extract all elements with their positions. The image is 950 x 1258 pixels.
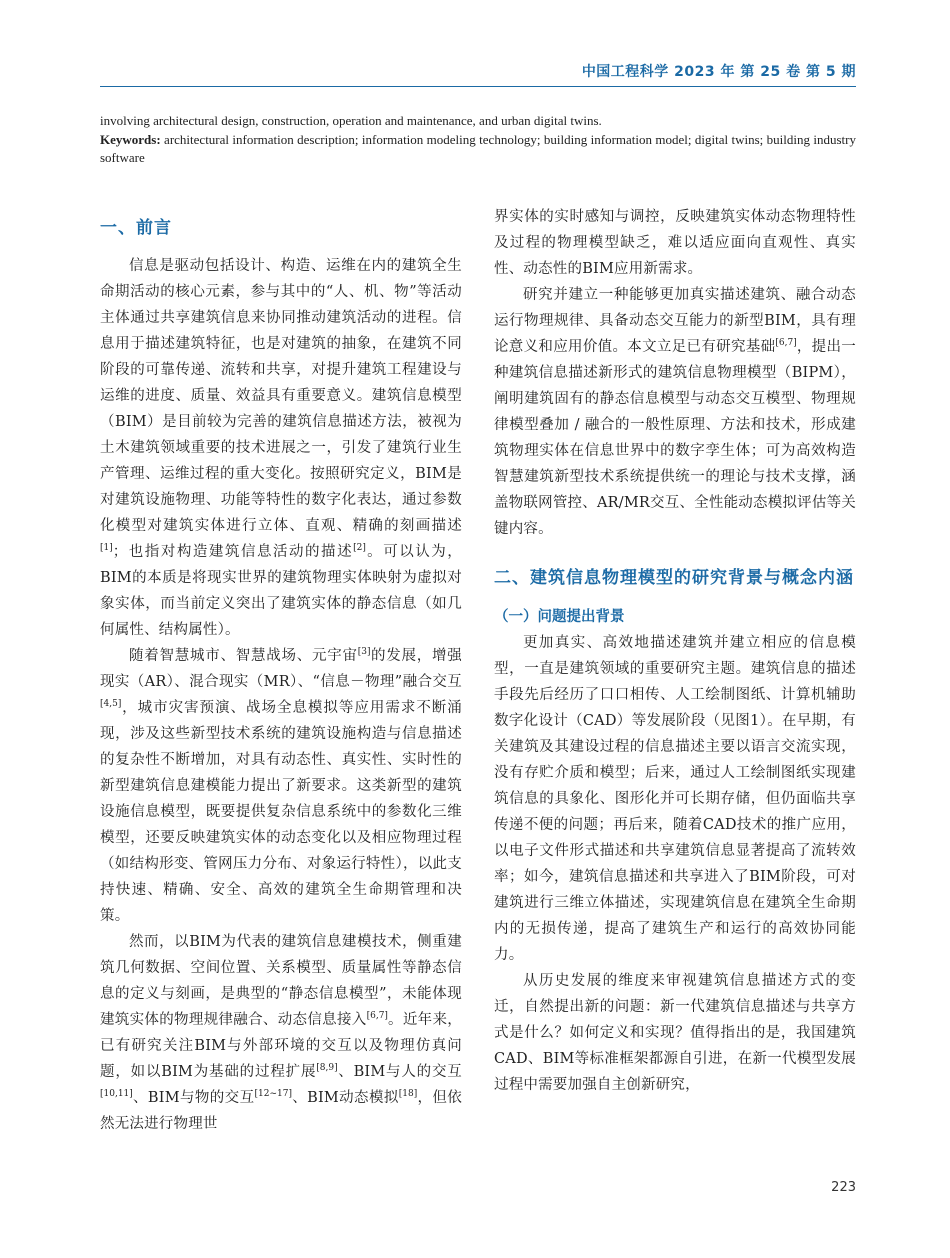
text-run: 研究并建立一种能够更加真实描述建筑、融合动态运行物理规律、具备动态交互能力的新型BIM，具有理论意义和应用价值。本文立足已有研究基础	[494, 287, 856, 355]
subsection-heading: （一）问题提出背景	[494, 609, 625, 625]
citation: [4,5]	[100, 699, 122, 710]
abstract-text: involving architectural design, construction, operation and maintenance, and urban digital twins.	[100, 113, 602, 128]
citation: [10,11]	[100, 1089, 133, 1100]
citation: [2]	[353, 543, 366, 554]
section-heading-background: 二、建筑信息物理模型的研究背景与概念内涵	[494, 568, 854, 588]
abstract-tail	[100, 112, 856, 168]
citation: [6,7]	[366, 1011, 388, 1022]
section-heading-introduction: 一、前言	[100, 218, 172, 238]
keywords-text: architectural information description; information modeling technology; building information model; digital twins; building industry software	[100, 131, 856, 165]
citation: [6,7]	[775, 338, 797, 349]
citation: [1]	[100, 543, 113, 554]
citation: [8,9]	[316, 1063, 338, 1074]
text-run: 然而，以BIM为代表的建筑信息建模技术，侧重建筑几何数据、空间位置、关系模型、质量属性等静态信息的定义与刻画，是典型的“静态信息模型”，未能体现建筑实体的物理规律融合、动态信息接入	[100, 934, 462, 1028]
text-run: 的发展，增强现实（AR）、混合现实（MR）、“信息－物理”融合交互	[100, 648, 462, 690]
paragraph	[100, 929, 462, 1137]
paragraph	[100, 253, 462, 643]
paragraph	[100, 643, 462, 929]
text-run: ，城市灾害预演、战场全息模拟等应用需求不断涌现，涉及这些新型技术系统的建筑设施构造与信息描述的复杂性不断增加，对具有动态性、真实性、实时性的新型建筑信息建模能力提出了新要求。这类新型的建筑设施信息模型，既要提供复杂信息系统中的参数化三维模型，还要反映建筑实体的动态变化以及相应物理过程（如结构形变、管网压力分布、对象运行特性），以此支持快速、精确、安全、高效的建筑全生命期管理和决策。	[100, 700, 462, 924]
paragraph	[494, 282, 856, 542]
citation: [3]	[357, 647, 371, 658]
text-run: 、BIM与人的交互	[337, 1064, 463, 1080]
text-run: 、BIM动态模拟	[291, 1090, 399, 1106]
text-run: 信息是驱动包括设计、构造、运维在内的建筑全生命期活动的核心元素，参与其中的“人、机、物”等活动主体通过共享建筑信息来协同推动建筑活动的进程。信息用于描述建筑特征，也是对建筑的抽象，在建筑不同阶段的可靠传递、流转和共享，对提升建筑工程建设与运维的进度、质量、效益具有重要意义。建筑信息模型（BIM）是目前较为完善的建筑信息描述方法，被视为土木建筑领域重要的技术进展之一，引发了建筑行业生产管理、运维过程的重大变化。按照研究定义，BIM是对建筑设施物理、功能等特性的数字化表达，通过参数化模型对建筑实体进行立体、直观、精确的刻画描述	[100, 258, 462, 534]
text-run: ，提出一种建筑信息描述新形式的建筑信息物理模型（BIPM），阐明建筑固有的静态信息模型与动态交互模型、物理规律模型叠加 / 融合的一般性原理、方法和技术，形成建筑物理实体在信息世界中的数字孪生体；可为高效构造智慧建筑新型技术系统提供统一的理论与技术支撑，涵盖物联网管控、AR/MR交互、全性能动态模拟评估等关键内容。	[494, 339, 856, 537]
text-run: 。可以认为，BIM的本质是将现实世界的建筑物理实体映射为虚拟对象实体，而当前定义突出了建筑实体的静态信息（如几何属性、结构属性）。	[100, 544, 463, 638]
paragraph: 从历史发展的维度来审视建筑信息描述方式的变迁，自然提出新的问题：新一代建筑信息描述与共享方式是什么？如何定义和实现？值得指出的是，我国建筑CAD、BIM等标准框架都源自引进，在新一代模型发展过程中需要加强自主创新研究，	[494, 973, 856, 1093]
right-column	[494, 204, 856, 1098]
paragraph-continued: 界实体的实时感知与调控，反映建筑实体动态物理特性及过程的物理模型缺乏，难以适应面向直观性、真实性、动态性的BIM应用新需求。	[494, 209, 856, 277]
text-run: ，但依然无法进行物理世	[100, 1090, 462, 1132]
keywords-line	[100, 131, 856, 168]
paragraph: 更加真实、高效地描述建筑并建立相应的信息模型，一直是建筑领域的重要研究主题。建筑信息的描述手段先后经历了口口相传、人工绘制图纸、计算机辅助数字化设计（CAD）等发展阶段（见图1）。在早期，有关建筑及其建设过程的信息描述主要以语言交流实现，没有存贮介质和模型；后来，通过人工绘制图纸实现建筑信息的具象化、图形化并可长期存储，但仍面临共享传递不便的问题；再后来，随着CAD技术的推广应用，以电子文件形式描述和共享建筑信息显著提高了流转效率；如今，建筑信息描述和共享进入了BIM阶段，可对建筑进行三维立体描述，实现建筑信息在建筑全生命期内的无损传递，提高了建筑生产和运行的高效协同能力。	[494, 635, 856, 963]
citation: [18]	[398, 1089, 418, 1100]
text-run: ；也指对构造建筑信息活动的描述	[112, 544, 354, 560]
citation: [12~17]	[254, 1089, 292, 1100]
text-run: 随着智慧城市、智慧战场、元宇宙	[129, 648, 358, 664]
text-run: 、BIM与物的交互	[132, 1090, 255, 1106]
left-column	[100, 204, 462, 1137]
page-number: 223	[831, 1180, 856, 1195]
text-run: 。近年来，已有研究关注BIM与外部环境的交互以及物理仿真问题，如以BIM为基础的过程扩展	[100, 1012, 462, 1080]
header-rule	[100, 86, 856, 87]
journal-header: 中国工程科学 2023 年 第 25 卷 第 5 期	[581, 64, 856, 80]
keywords-label: Keywords:	[100, 131, 161, 147]
